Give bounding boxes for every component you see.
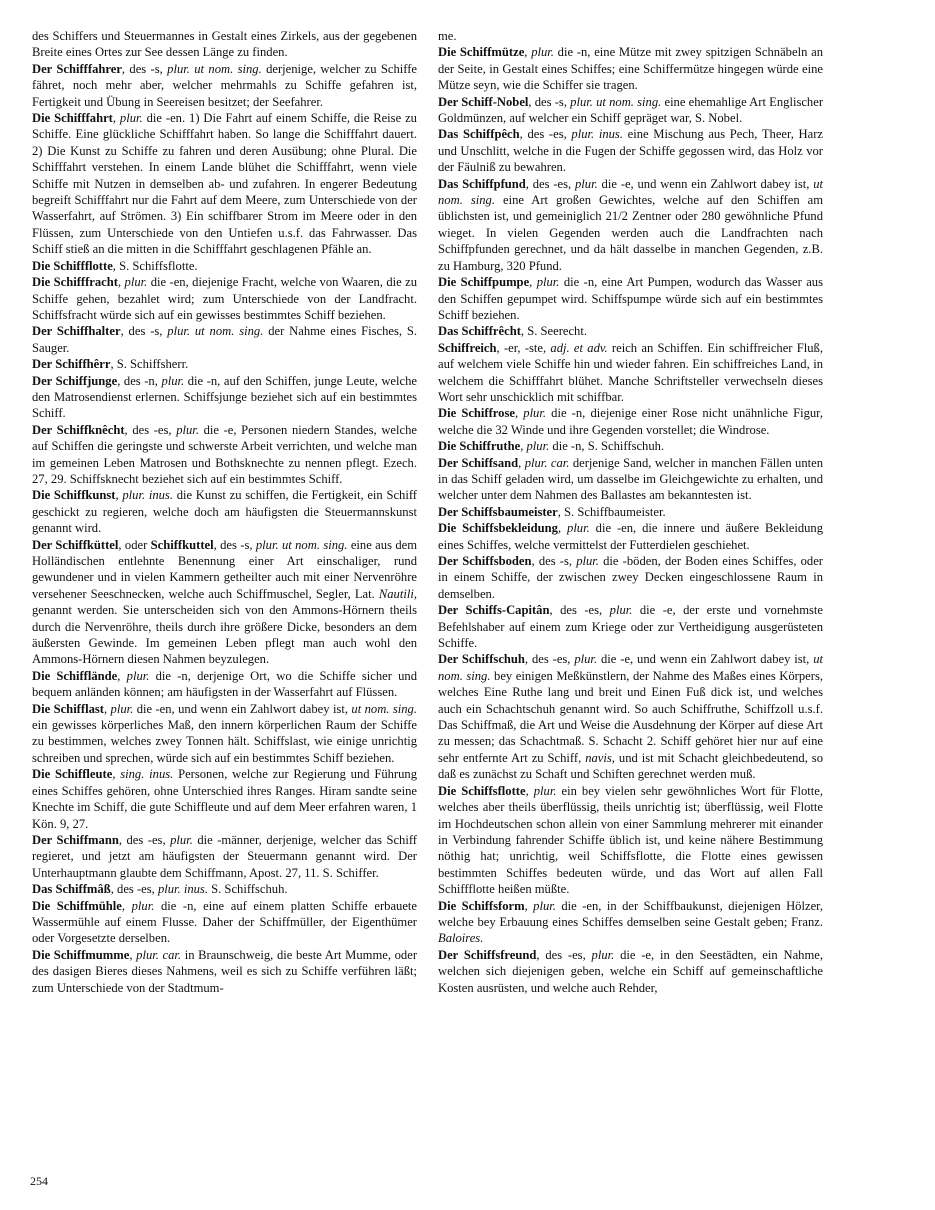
entry-text: , xyxy=(112,111,120,126)
entry-text: , S. Schiffsherr. xyxy=(110,357,189,372)
page-number: 254 xyxy=(30,1174,48,1188)
entry-headword: Die Schiffleute xyxy=(32,767,113,782)
entry-text: die -männer, derjenige, welcher das Schiff regieret, und jetzt am häufigsten der Steuermann genannt wird. Der Unterhauptmann glaubte dem Schiffmann, Apost. 27, 11. S. Schiffer. xyxy=(32,832,417,880)
entry-text: , S. Schiffbaumeister. xyxy=(557,504,666,519)
entry-text: , xyxy=(514,406,524,421)
entry-text: , des -es, xyxy=(124,422,177,437)
entry-headword: Der Schiffhêrr xyxy=(32,357,111,372)
entry-text: , xyxy=(525,783,534,798)
entry-headword: Der Schifffahrer xyxy=(32,61,122,76)
entry-headword: Die Schiffmütze xyxy=(438,45,525,60)
entry-text: die -e, und wenn ein Zahlwort dabey ist, xyxy=(597,652,814,667)
entry-headword: Der Schiffschuh xyxy=(438,652,525,667)
dictionary-entry xyxy=(438,898,823,947)
dictionary-entry xyxy=(438,405,823,438)
entry-headword: Die Schiffpumpe xyxy=(438,275,530,290)
dictionary-entry xyxy=(32,258,417,274)
entry-grammar-note: plur. ut nom. sing. xyxy=(570,94,662,109)
left-column xyxy=(32,28,417,996)
entry-text: die -e, Personen niedern Standes, welche auf Schiffen die geringste und schwerste Arbeit verrichten, und welche man im gemeinen Leben Matrosen und Bothsknechte zu nennen pflegt. Ezech. 27, 29. Schiffsknecht beziehet sich auf ein bestimmtes Schiff. xyxy=(32,422,417,486)
entry-headword: Der Schiffsand xyxy=(438,455,519,470)
entry-text: , des -es, xyxy=(110,882,158,897)
entry-text: die -n, diejenige einer Rose nicht unähnliche Figur, welche die 32 Winde und ihre Gegenden vorstellet; die Windrose. xyxy=(438,406,824,437)
entry-text: , xyxy=(117,668,127,683)
entry-text: , des -s, xyxy=(531,554,577,568)
entry-headword: Der Schiffknêcht xyxy=(32,422,125,437)
entry-headword: Das Schiffpêch xyxy=(438,127,520,142)
entry-headword: Die Schifffracht xyxy=(32,275,118,290)
entry-text: die -e, und wenn ein Zahlwort dabey ist, xyxy=(597,176,814,191)
entry-text: S. Schiffschuh. xyxy=(207,882,288,897)
dictionary-entry xyxy=(438,504,823,520)
entry-text: die -n, eine auf einem platten Schiffe erbauete Wassermühle auf einem Flusse. Daher der Schiffmüller, der Eigenthümer oder Vorgesetzte derselben. xyxy=(32,898,418,946)
entry-headword: Die Schiffflotte xyxy=(32,258,113,273)
entry-text: die -en. 1) Die Fahrt auf einem Schiffe, die Reise zu Schiffe. Eine glückliche Schifffahrt haben. So lange die Schifffahrt dauert. 2) Die Kunst zu Schiffe zu fahren und deren Ausübung; ohne Plural. Die Schifffahrt verstehen. In einem Lande blühet die Schifffahrt, wenn viele Schiffe mit Nutzen in demselben ab- und zufahren. In engerer Bedeutung begreift Schifffahrt nur die Fahrt auf dem Meere, zum Unterschiede von der Wasserfahrt, auf Strömen. 3) Ein schiffbarer Strom im Meere oder in den Flüssen, zum Unterschiede von den Untiefen u.s.f. das Fahrwasser. Das Schiff stieß an die mitten in die Schifffahrt geschlagenen Pfähle an. xyxy=(32,111,417,257)
entry-grammar-note: plur. inus. xyxy=(157,882,208,897)
dictionary-entry xyxy=(32,356,417,372)
entry-grammar-note: plur. xyxy=(533,783,557,798)
entry-text: eine Art großen Gewichtes, welche auf den Schiffen am üblichsten ist, und gemeiniglich 21/2 Zentner oder 280 gewöhnliche Pfund wieget. In vielen Gegenden werden auch die Landfrachten nach Schiffpfunden gerechnet, und da hält dasselbe in manchen Gegenden, z.B. zu Hamburg, 320 Pfund. xyxy=(438,193,823,273)
dictionary-entry xyxy=(32,947,417,996)
entry-text: , des -es, xyxy=(525,176,575,191)
entry-grammar-note: Baloires. xyxy=(438,931,484,946)
entry-grammar-note: plur. xyxy=(119,111,143,126)
entry-text: , xyxy=(520,439,527,454)
entry-grammar-note: plur. car. xyxy=(524,455,570,470)
entry-headword: Die Schiffmühle xyxy=(32,898,122,913)
dictionary-entry xyxy=(32,61,417,110)
dictionary-entry xyxy=(438,28,823,44)
entry-text: und ist mit Schacht gleichbedeutend, so daß es zunächst zu Schaft und Schiften gerechnet werden muß. xyxy=(438,750,823,782)
entry-text: , des -es, xyxy=(536,947,592,962)
entry-grammar-note: plur. xyxy=(161,373,185,388)
entry-headword: Die Schiffsbekleidung xyxy=(438,521,558,536)
entry-headword: Die Schifflände xyxy=(32,668,118,683)
entry-text: die -n, eine Art Pumpen, wodurch das Wasser aus den Schiffen gepumpet wird. Schiffspumpe würde sich auf ein bestimmtes Schiff beziehen. xyxy=(438,275,823,322)
entry-headword: Die Schiffsflotte xyxy=(438,783,526,798)
dictionary-entry xyxy=(438,126,823,175)
entry-text: , xyxy=(529,275,537,290)
entry-text: eine Mischung aus Pech, Theer, Harz und Unschlitt, welche in die Fugen der Schiffe gegossen wird, das Holz vor der Fäulniß zu bewahren. xyxy=(438,127,823,175)
entry-text: die -e, in den Seestädten, ein Nahme, welchen sich diejenigen geben, welche ein Schiff auf gemeinschaftliche Kosten ausrüsten, und welche auch Rehder, xyxy=(438,947,823,995)
entry-headword: Die Schiffmumme xyxy=(32,947,130,962)
entry-headword: Der Schiff-Nobel xyxy=(438,94,529,109)
entry-grammar-note: plur. xyxy=(531,45,554,60)
entry-grammar-note: ut nom. sing. xyxy=(351,701,417,716)
dictionary-entry xyxy=(32,537,417,668)
entry-headword: Schiffkuttel xyxy=(150,537,214,552)
entry-text: die -en, und wenn ein Zahlwort dabey ist, xyxy=(133,701,352,716)
entry-text: genannt werden. Sie unterscheiden sich von den Ammons-Hörnern theils durch die Nervenröhre, theils durch ihre größere Dicke, besonders an dem äußersten Gewinde. Im gemeinen Leben pflegt man auch wohl den Ammons-Hörnern diesen Nahmen beyzulegen. xyxy=(32,603,417,667)
entry-headword: Der Schiffküttel xyxy=(32,537,119,552)
entry-grammar-note: plur. xyxy=(170,832,193,847)
entry-text: die -e, der erste und vornehmste Befehlshaber auf einem zum Kriege oder zur Vertheidigung ausgerüsteten Schiffe. xyxy=(438,603,823,651)
entry-grammar-note: plur. xyxy=(567,521,590,536)
entry-grammar-note: plur. ut nom. sing. xyxy=(255,537,348,552)
dictionary-entry xyxy=(438,947,823,996)
entry-headword: Die Schiffruthe xyxy=(438,439,521,454)
entry-grammar-note: plur. car. xyxy=(136,947,182,962)
dictionary-entry xyxy=(32,832,417,881)
entry-grammar-note: plur. xyxy=(124,275,148,290)
entry-text: die -n, derjenige Ort, wo die Schiffe sicher und bequem anländen können; am häufigsten in der Wasserfahrt auf Flüssen. xyxy=(32,668,418,700)
entry-headword: Das Schiffrêcht xyxy=(438,324,521,339)
entry-text: die -en, die innere und äußere Bekleidung eines Schiffes, welche vermittelst der Futterdielen geschiehet. xyxy=(438,521,824,552)
entry-text: , xyxy=(129,947,137,962)
entry-text: die -n, eine Mütze mit zwey spitzigen Schnäbeln an der Seite, in Gestalt eines Schiffes; eine Schiffermütze hingegen würde eine Mütze seyn, wie die Schiffer sie tragen. xyxy=(438,45,823,93)
entry-grammar-note: ut nom. sing. xyxy=(438,176,823,208)
entry-text: bey einigen Meßkünstlern, der Nahme des Maßes eines Körpers, welches Eine Ruthe lang und breit und Einen Fuß dick ist, und welches auch ein Schachtschuh genannt wird. So auch Schiffruthe, Schiffzoll u.s.f. Das Schiffmaß, die Art und Weise die Ausdehnung der Körper auf diese Art zu messen; das Schachtmaß. S. Schacht 2. Schiff gehöret hier nur auf eine sehr entfernte Art zu Schiff, xyxy=(438,668,823,765)
dictionary-entry xyxy=(32,323,417,356)
dictionary-entry xyxy=(32,274,417,323)
entry-grammar-note: sing. inus. xyxy=(120,767,174,782)
entry-grammar-note: plur. xyxy=(609,603,633,618)
entry-headword: Die Schiffkunst xyxy=(32,488,116,503)
dictionary-entry xyxy=(438,553,823,602)
entry-grammar-note: plur. xyxy=(591,947,615,962)
entry-headword: Der Schiffhalter xyxy=(32,324,121,339)
entry-headword: Der Schiffmann xyxy=(32,832,119,847)
dictionary-entry xyxy=(32,701,417,767)
dictionary-entry xyxy=(32,487,417,536)
dictionary-entry xyxy=(32,110,417,258)
dictionary-entry xyxy=(438,94,823,127)
entry-grammar-note: plur. ut nom. sing. xyxy=(167,324,264,339)
entry-text: die Kunst zu schiffen, die Fertigkeit, ein Schiff geschickt zu regieren, welche doch am häufigsten die Steuermannskunst genannt wird. xyxy=(32,488,417,536)
entry-headword: Der Schiffsboden xyxy=(438,554,532,568)
entry-text: die -en, in der Schiffbaukunst, diejenigen Hölzer, welche bey Erbauung eines Schiffes demselben seine Gestalt geben; Franz. xyxy=(438,898,823,929)
entry-text: reich an Schiffen. Ein schiffreicher Fluß, auf welchem viele Schiffe hin und wieder fahren. Ein schiffreiches Land, in welchem die Schifffahrt blühet. Manche Schriftsteller verwechseln dieses Wort sehr unschicklich mit schiffbar. xyxy=(438,340,823,404)
entry-text: , -er, -ste, xyxy=(496,340,551,355)
entry-text: , des -es, xyxy=(519,127,572,142)
entry-grammar-note: plur. xyxy=(533,898,556,913)
entry-headword: Der Schiffsfreund xyxy=(438,947,537,962)
entry-headword: Die Schiffsform xyxy=(438,898,525,913)
entry-text: die -en, diejenige Fracht, welche von Waaren, die zu Schiffe gehen, bezahlet wird; zum Unterschiede von der Landfracht. Schiffsfracht würde sich auf ein gewisses bestimmtes Schiff beziehen. xyxy=(32,275,418,322)
entry-text: me. xyxy=(438,29,457,43)
dictionary-entry xyxy=(438,340,823,406)
entry-text: , des -es, xyxy=(118,832,171,847)
dictionary-entry xyxy=(438,602,823,651)
dictionary-entry xyxy=(438,455,823,504)
entry-text: , xyxy=(121,898,132,913)
entry-text: , des -s, xyxy=(528,94,571,109)
dictionary-entry xyxy=(438,44,823,93)
entry-text: , xyxy=(103,701,111,716)
entry-grammar-note: plur. inus. xyxy=(571,127,623,142)
dictionary-entry xyxy=(32,422,417,488)
entry-text: , des -es, xyxy=(549,603,610,618)
entry-text: eine ehemahlige Art Englischer Goldmünzen, auf welcher ein Schiff gepräget war, S. Nobel. xyxy=(438,94,824,126)
entry-grammar-note: plur. ut nom. sing. xyxy=(167,61,262,76)
dictionary-entry xyxy=(438,520,823,553)
entry-text: , des -es, xyxy=(524,652,575,667)
entry-text: , des -n, xyxy=(117,373,162,388)
entry-text: , des -s, xyxy=(121,61,168,76)
entry-text: , xyxy=(557,521,568,536)
entry-grammar-note: plur. xyxy=(536,275,560,290)
entry-text: die -n, S. Schiffschuh. xyxy=(549,439,665,454)
entry-grammar-note: plur. xyxy=(574,652,598,667)
dictionary-entry xyxy=(438,783,823,898)
entry-headword: Schiffreich xyxy=(438,340,497,355)
entry-headword: Das Schiffmâß xyxy=(32,882,111,897)
entry-text: , xyxy=(115,488,123,503)
entry-text: , xyxy=(518,455,525,470)
entry-grammar-note: plur. xyxy=(575,176,598,191)
entry-text: Personen, welche zur Regierung und Führung eines Schiffes gehören, ohne Unterschied ihres Ranges. Hiram sandte seine Knechte im Schiff, die gute Schiffleute und auf dem Meer erfahren waren, 1 Kön. 9, 27. xyxy=(32,767,417,831)
entry-headword: Die Schifflast xyxy=(32,701,104,716)
dictionary-entry xyxy=(438,438,823,454)
entry-grammar-note: plur. xyxy=(176,422,199,437)
entry-text: , xyxy=(117,275,125,290)
entry-headword: Das Schiffpfund xyxy=(438,176,526,191)
entry-text: , xyxy=(524,898,534,913)
entry-text: derjenige, welcher zu Schiffe fähret, noch mehr aber, welcher mehrmahls zu Schiffe gefahren ist, Fertigkeit und Übung in Seereisen besitzet; der Seefahrer. xyxy=(32,61,418,109)
entry-grammar-note: plur. xyxy=(110,701,134,716)
dictionary-entry xyxy=(32,898,417,947)
entry-text: , S. Schiffsflotte. xyxy=(112,258,198,273)
dictionary-entry xyxy=(32,668,417,701)
entry-text: , xyxy=(524,45,532,60)
entry-grammar-note: plur. xyxy=(576,554,599,568)
entry-text: der Nahme eines Fisches, S. Sauger. xyxy=(32,324,418,355)
entry-grammar-note: plur. xyxy=(526,439,550,454)
dictionary-entry xyxy=(438,323,823,339)
right-column xyxy=(438,28,823,996)
entry-headword: Der Schiffsbaumeister xyxy=(438,504,558,519)
entry-headword: Der Schiffs-Capitân xyxy=(438,603,550,618)
entry-grammar-note: plur. xyxy=(523,406,547,421)
dictionary-entry xyxy=(438,274,823,323)
entry-text: , des -s, xyxy=(213,537,256,552)
entry-headword: Der Schiffjunge xyxy=(32,373,118,388)
entry-text: ein gewisses körperliches Maß, den innern körperlichen Raum der Schiffe zu bestimmen, welches zwey Tonnen hält. Schiffslast, wie einige unrichtig schreiben und sprechen, würde sich auf ein bestimmtes Schiff beziehen. xyxy=(32,718,417,765)
entry-grammar-note: ut nom. sing. xyxy=(438,652,823,683)
entry-headword: Die Schifffahrt xyxy=(32,111,113,126)
entry-text: eine aus dem Holländischen entlehnte Benennung einer Art einschaliger, rund gewundener und in vielen Kammern getheilter auch mit einer Nervenröhre versehener Seeschnecken, welche auch Schiffmuschel, Segler, Lat. xyxy=(32,537,418,601)
entry-text: in Braunschweig, die beste Art Mumme, oder des dasigen Bieres dieses Nahmens, weil es sich zu Schiffe verführen läßt; zum Unterschiede von der Stadtmum- xyxy=(32,947,418,995)
entry-text: derjenige Sand, welcher in manchen Fällen unten in das Schiff geladen wird, um dasselbe im Gleichgewichte zu erhalten, und welcher unter dem Nahmen des Ballastes am bekanntesten ist. xyxy=(438,455,824,503)
entry-grammar-note: adj. et adv. xyxy=(550,340,608,355)
entry-headword: Die Schiffrose xyxy=(438,406,515,421)
entry-text: , xyxy=(112,767,121,782)
dictionary-entry xyxy=(32,28,417,61)
entry-text: , oder xyxy=(118,537,151,552)
entry-grammar-note: plur. inus. xyxy=(122,488,173,503)
entry-text: , S. Seerecht. xyxy=(520,324,588,339)
entry-text: ein bey vielen sehr gewöhnliches Wort für Flotte, welches aber theils überflüssig, theils unrichtig ist; überflüssig, weil Flotte im Hochdeutschen schon allein von einer Sammlung mehrerer mit einander in Verbindung fahrender Schiffe üblich ist, und keine nähere Bestimmung nöthig hat; unrichtig, weil Schiffsflotte, die Flotte eines gewissen bestimmten Schiffes bedeuten würde, und das Wort auf allen Fall Schiffflotte heißen müßte. xyxy=(438,783,824,897)
entry-text: des Schiffers und Steuermannes in Gestalt eines Zirkels, aus der gegebenen Breite eines Ortes zur See dessen Länge zu finden. xyxy=(32,29,417,60)
dictionary-entry xyxy=(438,176,823,274)
entry-text: die -n, auf den Schiffen, junge Leute, welche den Matrosendienst erlernen. Schiffsjunge beziehet sich auf ein bestimmtes Schiff. xyxy=(32,373,417,421)
entry-grammar-note: plur. xyxy=(126,668,150,683)
dictionary-entry xyxy=(32,373,417,422)
dictionary-entry xyxy=(32,766,417,832)
entry-grammar-note: navis, xyxy=(585,750,615,765)
entry-text: , des -s, xyxy=(120,324,168,339)
entry-text: die -böden, der Boden eines Schiffes, oder in einem Schiffe, der zwischen zwey Decken eingeschlossene Raum in demselben. xyxy=(438,554,824,601)
entry-grammar-note: plur. xyxy=(131,898,155,913)
dictionary-entry xyxy=(32,881,417,897)
dictionary-entry xyxy=(438,651,823,782)
entry-grammar-note: Nautili, xyxy=(378,586,417,601)
